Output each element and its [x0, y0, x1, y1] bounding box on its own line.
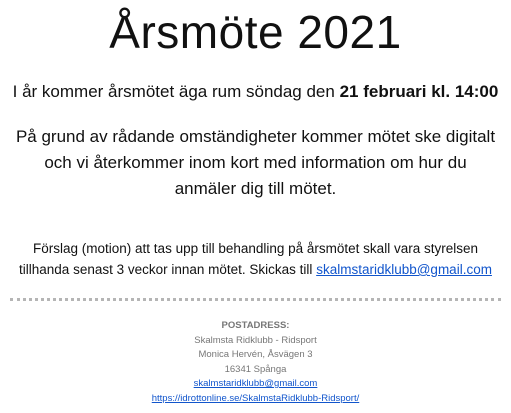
- proposal-line-2: [4, 259, 507, 280]
- meeting-date-time: 21 februari kl. 14:00: [339, 82, 499, 101]
- footer-postal-city: 16341 Spånga: [224, 363, 287, 375]
- digital-meeting-paragraph: På grund av rådande omständigheter kommer mötet ske digitalt och vi återkommer inom kort med information om hur du anmäler dig till mötet.: [15, 127, 496, 198]
- footer-heading: POSTADRESS:: [221, 320, 290, 331]
- footer-website-link[interactable]: https://idrottonline.se/SkalmstaRidklubb-Ridsport/: [151, 392, 360, 404]
- meeting-date-prefix: I år kommer årsmötet äga rum söndag den: [12, 82, 340, 101]
- proposal-paragraph: [4, 238, 507, 280]
- footer-contact-address: Monica Hervén, Åsvägen 3: [198, 349, 313, 360]
- footer-club-name: Skalmsta Ridklubb - Ridsport: [194, 334, 317, 346]
- proposal-line-1: Förslag (motion) att tas upp till behandling på årsmötet skall vara styrelsen: [33, 241, 478, 256]
- proposal-email-link[interactable]: skalmstaridklubb@gmail.com: [316, 262, 492, 277]
- dotted-divider: [10, 298, 501, 301]
- meeting-date-line: [0, 80, 511, 104]
- footer-address-block: [0, 319, 511, 406]
- proposal-line-2-text: tillhanda senast 3 veckor innan mötet. Skickas till: [19, 262, 317, 277]
- footer-email-link[interactable]: skalmstaridklubb@gmail.com: [193, 378, 318, 389]
- page-title: Årsmöte 2021: [109, 6, 402, 58]
